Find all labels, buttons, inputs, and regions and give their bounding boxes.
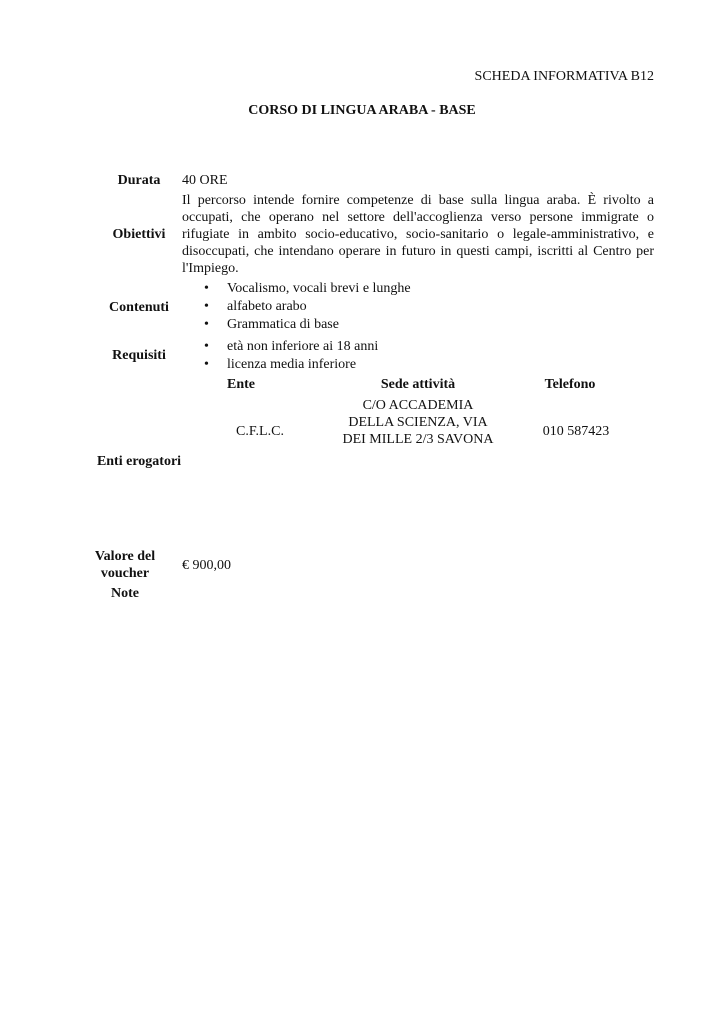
list-item-text: Grammatica di base [227, 317, 339, 332]
requisiti-label: Requisiti [112, 348, 166, 363]
column-header-ente: Ente [227, 377, 255, 392]
list-item-text: Vocalismo, vocali brevi e lunghe [227, 281, 411, 296]
bullet-icon: • [204, 281, 209, 296]
note-label: Note [111, 586, 139, 601]
bullet-icon: • [204, 317, 209, 332]
column-header-telefono: Telefono [544, 377, 596, 392]
document-code: SCHEDA INFORMATIVA B12 [474, 69, 654, 84]
document-title: CORSO DI LINGUA ARABA - BASE [248, 103, 476, 118]
list-item [182, 298, 654, 316]
list-item [182, 280, 654, 298]
durata-label: Durata [117, 173, 161, 188]
list-item-text: età non inferiore ai 18 anni [227, 339, 379, 354]
list-item-text: licenza media inferiore [227, 357, 357, 372]
contenuti-list [182, 280, 654, 334]
bullet-icon: • [204, 299, 209, 314]
list-item [182, 316, 654, 334]
sede-cell: C/O ACCADEMIA DELLA SCIENZA, VIA DEI MILLE 2/3 SAVONA [342, 398, 494, 447]
obiettivi-text: Il percorso intende fornire competenze di base sulla lingua araba. È rivolto a occupati, che operano nel settore dell'accoglienza verso persone immigrate o rifugiate in ambito socio-educativo, socio-sanitario o legale-amministrativo, e disoccupati, che intendano operare in futuro in questi campi, iscritti al Centro per l'Impiego. [182, 193, 654, 276]
bullet-icon: • [204, 357, 209, 372]
bullet-icon: • [204, 339, 209, 354]
voucher-label: Valore del voucher [94, 549, 156, 581]
voucher-value: € 900,00 [182, 558, 231, 573]
enti-erogatori-label: Enti erogatori [96, 454, 182, 469]
requisiti-list [182, 338, 654, 374]
contenuti-label: Contenuti [109, 300, 169, 315]
ente-cell: C.F.L.C. [236, 424, 284, 439]
list-item-text: alfabeto arabo [227, 299, 307, 314]
durata-value: 40 ORE [182, 173, 228, 188]
obiettivi-label: Obiettivi [112, 227, 166, 242]
telefono-cell: 010 587423 [542, 424, 610, 439]
column-header-sede: Sede attività [380, 377, 456, 392]
list-item [182, 338, 654, 356]
list-item [182, 356, 654, 374]
